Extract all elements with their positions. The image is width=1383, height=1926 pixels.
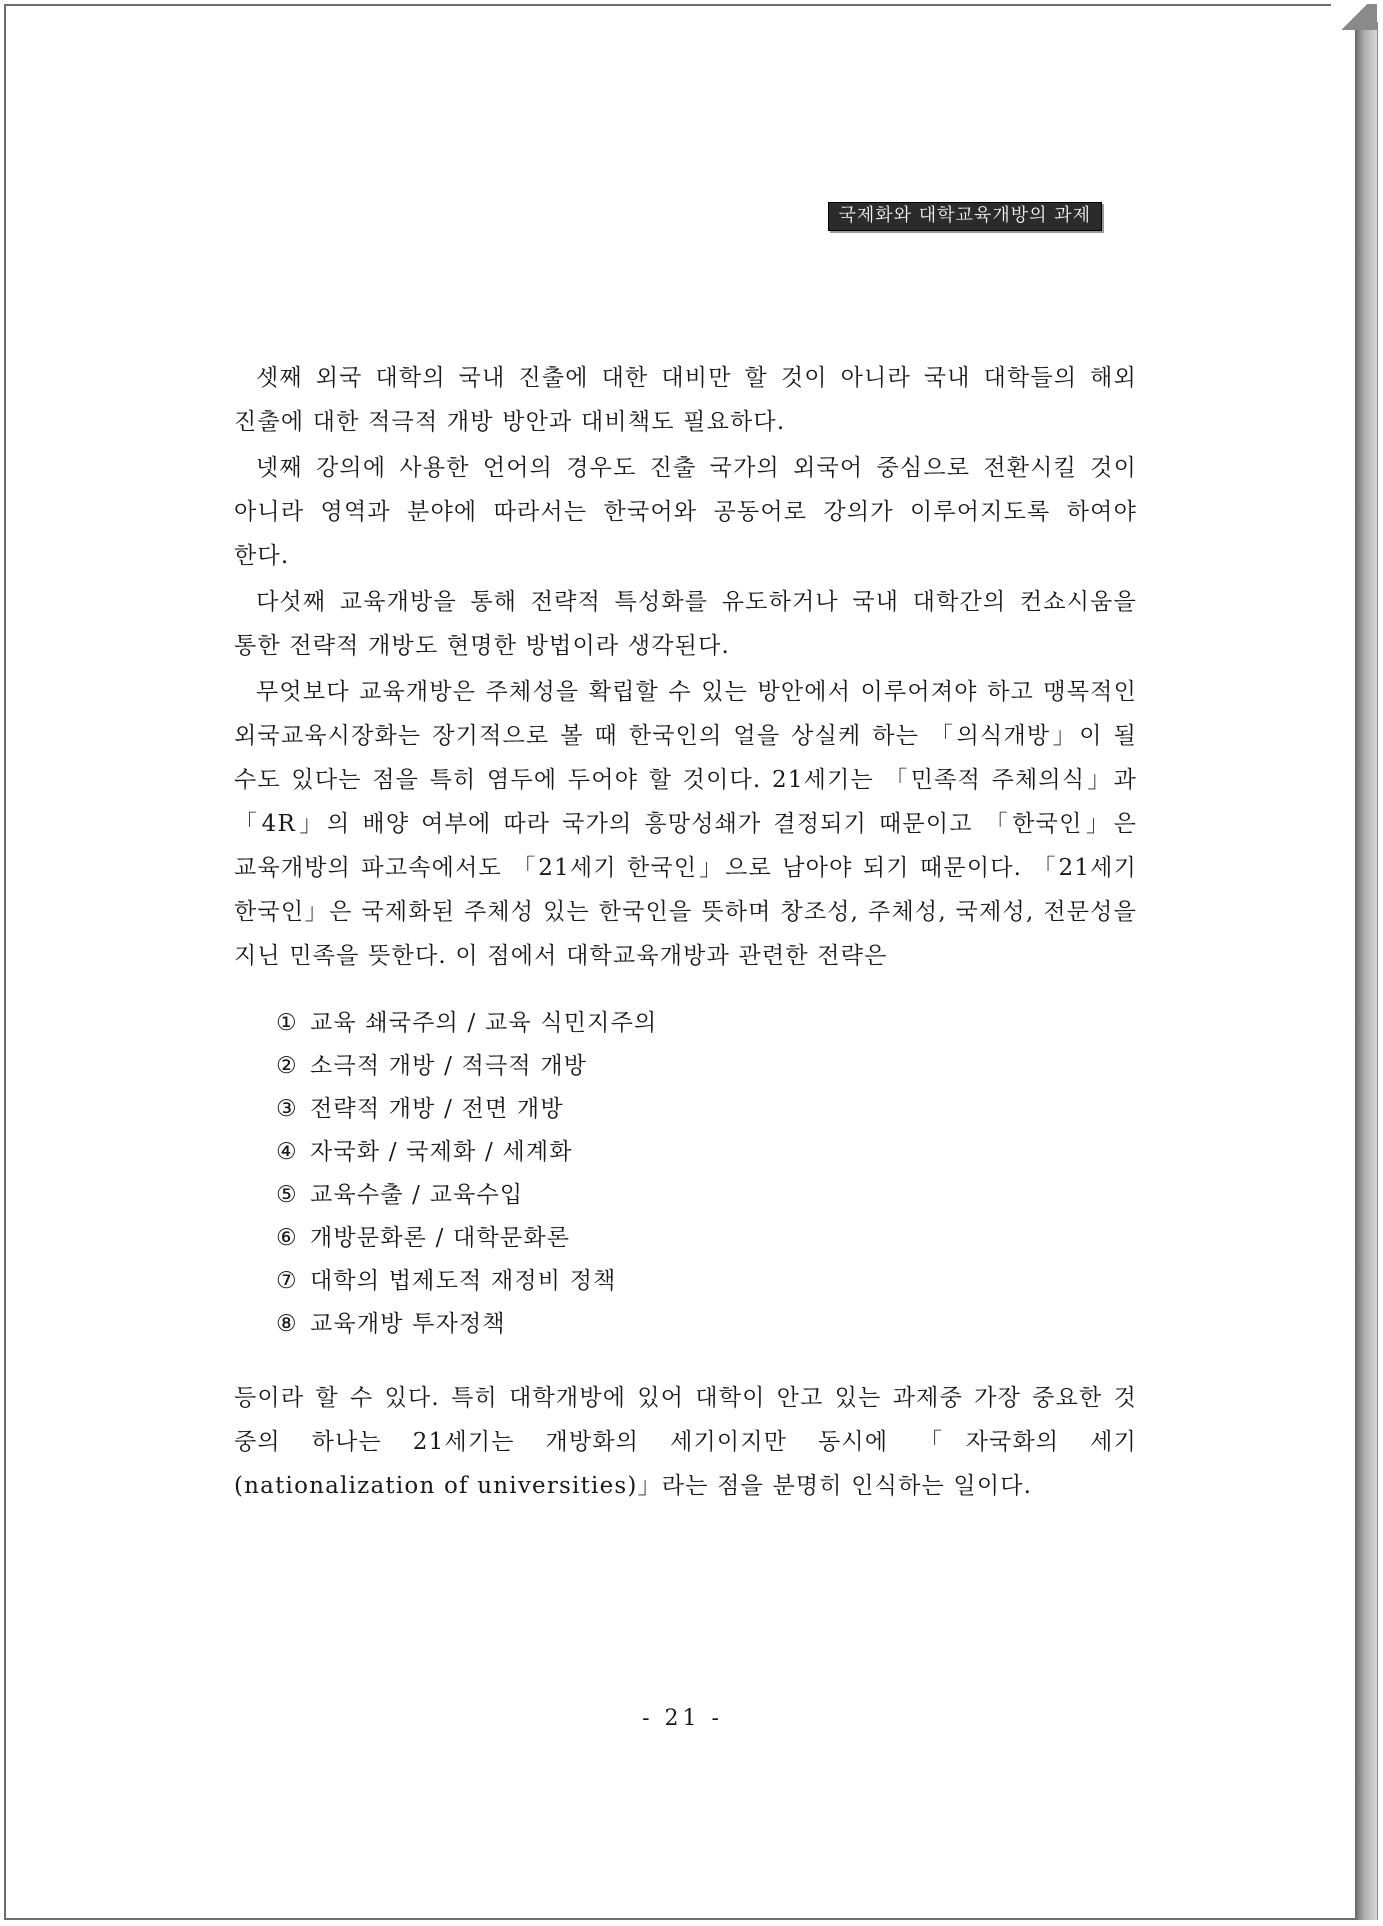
list-item-text: 교육 쇄국주의 / 교육 식민지주의 xyxy=(310,1010,658,1036)
list-item xyxy=(276,1260,1137,1303)
list-item-text: 개방문화론 / 대학문화론 xyxy=(310,1225,571,1251)
list-item xyxy=(276,1002,1137,1045)
list-marker: ⑥ xyxy=(276,1225,298,1251)
list-marker: ⑦ xyxy=(276,1268,298,1294)
list-marker: ② xyxy=(276,1053,298,1079)
list-marker: ④ xyxy=(276,1139,298,1165)
paragraph-fourth: 넷째 강의에 사용한 언어의 경우도 진출 국가의 외국어 중심으로 전환시킬 것이 아니라 영역과 분야에 따라서는 한국어와 공동어로 강의가 이루어지도록 하여야 한다. xyxy=(234,455,1137,569)
list-item-text: 교육수출 / 교육수입 xyxy=(310,1182,524,1208)
running-header: 국제화와 대학교육개방의 과제 xyxy=(828,202,1103,231)
list-item-text: 자국화 / 국제화 / 세계화 xyxy=(310,1139,573,1165)
list-item-text: 전략적 개방 / 전면 개방 xyxy=(310,1096,564,1122)
page-number: - 21 - xyxy=(642,1706,723,1731)
list-marker: ③ xyxy=(276,1096,298,1122)
paragraph-fifth: 다섯째 교육개방을 통해 전략적 특성화를 유도하거나 국내 대학간의 컨쇼시움을 통한 전략적 개방도 현명한 방법이라 생각된다. xyxy=(234,589,1137,659)
list-marker: ⑧ xyxy=(276,1311,298,1337)
list-item xyxy=(276,1088,1137,1131)
body-text xyxy=(234,356,1137,1508)
page-edge-shadow xyxy=(1357,22,1378,1920)
paragraph-above-all: 무엇보다 교육개방은 주체성을 확립할 수 있는 방안에서 이루어져야 하고 맹목적인 외국교육시장화는 장기적으로 볼 때 한국인의 얼을 상실케 하는 「의식개방」이 될 수도 있다는 점을 특히 염두에 두어야 할 것이다. 21세기는 「민족적 주체의식」과 「4R」의 배양 여부에 따라 국가의 흥망성쇄가 결정되기 때문이고 「한국인」은 교육개방의 파고속에서도 「21세기 한국인」으로 남아야 되기 때문이다. 「21세기 한국인」은 국제화된 주체성 있는 한국인을 뜻하며 창조성, 주체성, 국제성, 전문성을 지닌 민족을 뜻한다. 이 점에서 대학교육개방과 관련한 전략은 xyxy=(234,679,1137,969)
paragraph-closing: 등이라 할 수 있다. 특히 대학개방에 있어 대학이 안고 있는 과제중 가장 중요한 것 중의 하나는 21세기는 개방화의 세기이지만 동시에 「자국화의 세기 (nationalization of universities)」라는 점을 분명히 인식하는 일이다. xyxy=(234,1385,1137,1499)
paragraph-third: 셋째 외국 대학의 국내 진출에 대한 대비만 할 것이 아니라 국내 대학들의 해외 진출에 대한 적극적 개방 방안과 대비책도 필요하다. xyxy=(234,365,1137,435)
list-item xyxy=(276,1303,1137,1346)
strategy-list xyxy=(276,1002,1137,1346)
list-item-text: 대학의 법제도적 재정비 정책 xyxy=(310,1268,617,1294)
page-curl-corner xyxy=(1331,4,1377,30)
list-item xyxy=(276,1174,1137,1217)
list-item-text: 교육개방 투자정책 xyxy=(310,1311,506,1337)
list-marker: ⑤ xyxy=(276,1182,298,1208)
document-page xyxy=(4,4,1357,1920)
list-item xyxy=(276,1045,1137,1088)
list-item-text: 소극적 개방 / 적극적 개방 xyxy=(310,1053,588,1079)
list-item xyxy=(276,1217,1137,1260)
list-item xyxy=(276,1131,1137,1174)
list-marker: ① xyxy=(276,1010,298,1036)
